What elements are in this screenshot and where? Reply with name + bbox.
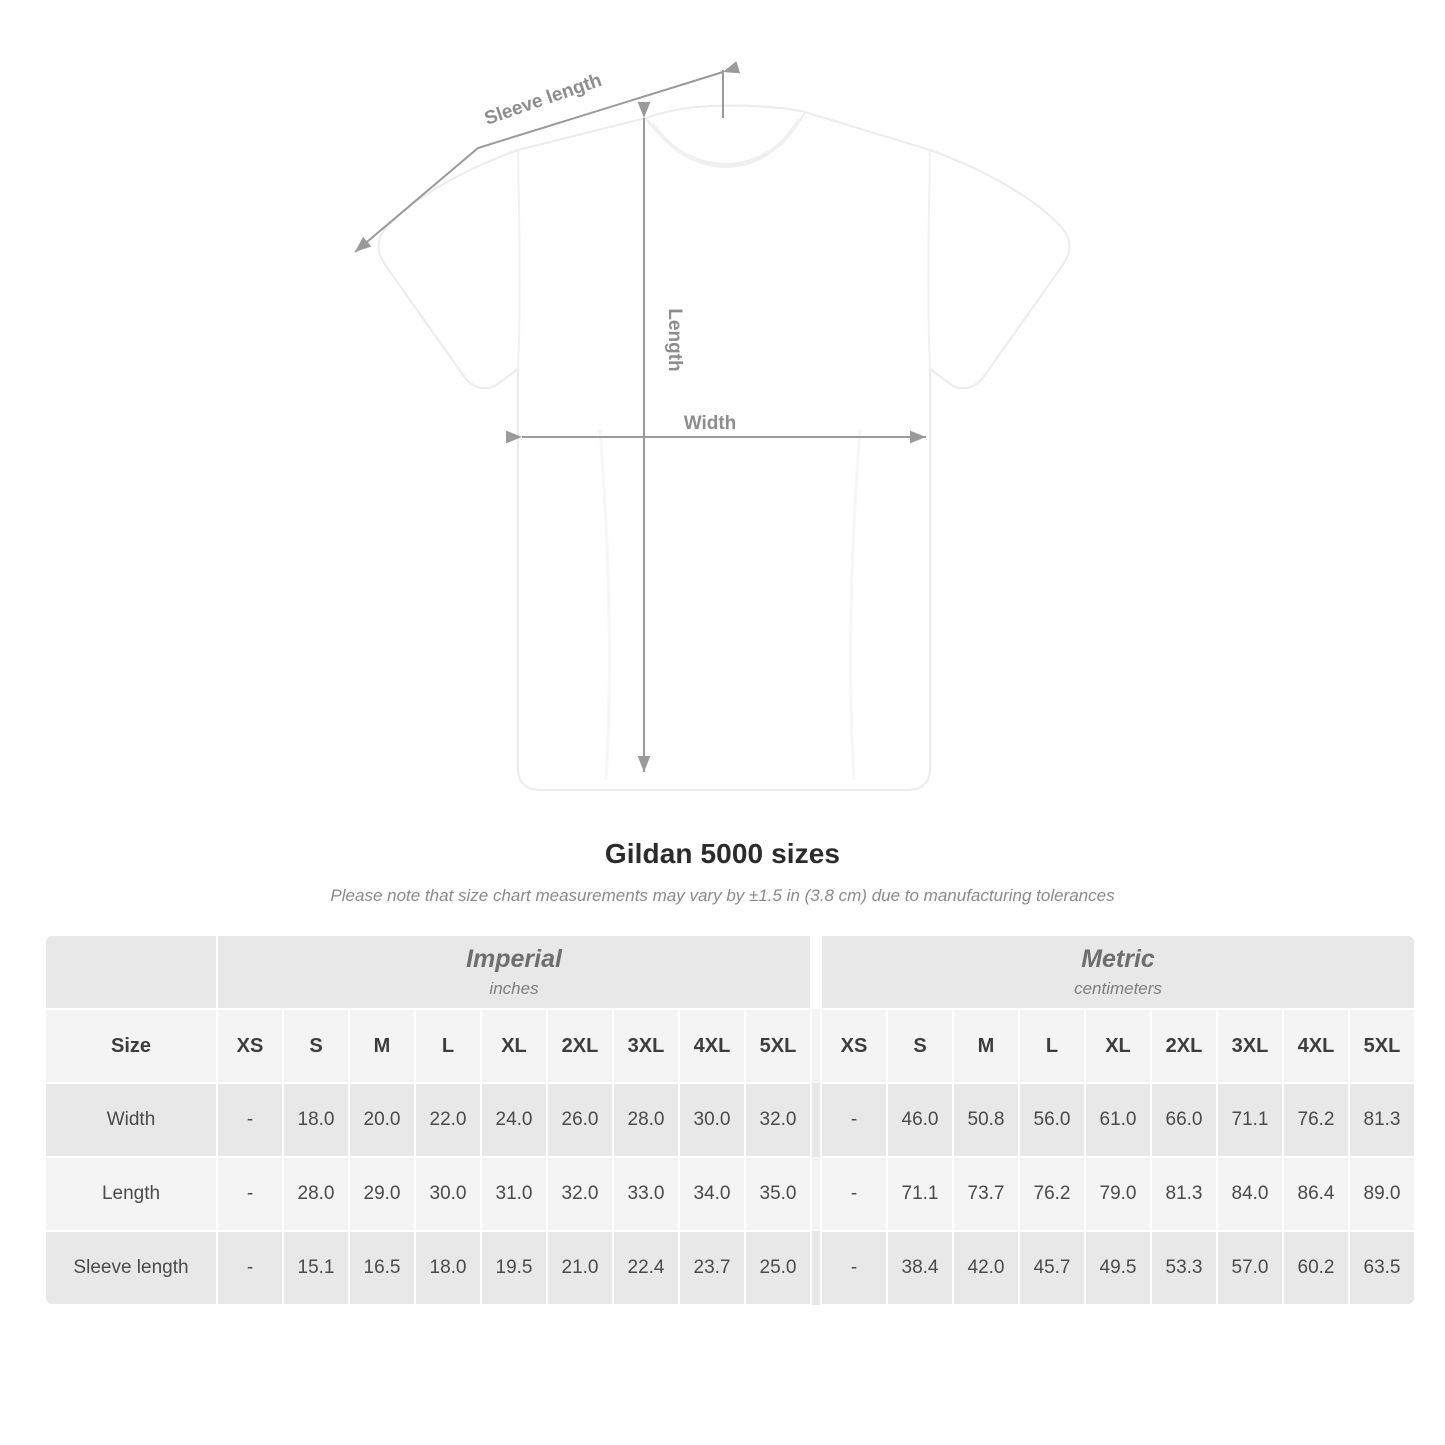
cell-length-metric-xs: - — [821, 1157, 887, 1231]
cell-sleeve-metric-xs: - — [821, 1231, 887, 1305]
cell-width-imperial-5xl: 32.0 — [745, 1083, 811, 1157]
header-size-metric-5xl: 5XL — [1349, 1009, 1415, 1083]
cell-width-metric-2xl: 66.0 — [1151, 1083, 1217, 1157]
unit-name-metric: Metric — [1081, 944, 1155, 973]
tolerance-note: Please note that size chart measurements may vary by ±1.5 in (3.8 cm) due to manufacturing tolerances — [330, 886, 1115, 905]
header-size-imperial-5xl: 5XL — [745, 1009, 811, 1083]
unit-sub-metric: centimeters — [1074, 979, 1162, 999]
header-size-metric-l: L — [1019, 1009, 1085, 1083]
cell-width-metric-xl: 61.0 — [1085, 1083, 1151, 1157]
cell-width-metric-5xl: 81.3 — [1349, 1083, 1415, 1157]
cell-sleeve-metric-xl: 49.5 — [1085, 1231, 1151, 1305]
cell-sleeve-metric-2xl: 53.3 — [1151, 1231, 1217, 1305]
header-size-metric-m: M — [953, 1009, 1019, 1083]
cell-width-imperial-m: 20.0 — [349, 1083, 415, 1157]
title-block — [0, 838, 1445, 906]
cell-width-imperial-l: 22.0 — [415, 1083, 481, 1157]
length-label: Length — [664, 308, 685, 372]
header-size-imperial-s: S — [283, 1009, 349, 1083]
cell-length-imperial-4xl: 34.0 — [679, 1157, 745, 1231]
row-label-length: Length — [45, 1157, 217, 1231]
header-size-metric-2xl: 2XL — [1151, 1009, 1217, 1083]
header-size-metric-xl: XL — [1085, 1009, 1151, 1083]
cell-sleeve-imperial-m: 16.5 — [349, 1231, 415, 1305]
cell-length-imperial-3xl: 33.0 — [613, 1157, 679, 1231]
header-size-metric-xs: XS — [821, 1009, 887, 1083]
cell-length-metric-l: 76.2 — [1019, 1157, 1085, 1231]
cell-length-imperial-2xl: 32.0 — [547, 1157, 613, 1231]
cell-width-metric-3xl: 71.1 — [1217, 1083, 1283, 1157]
cell-sleeve-metric-3xl: 57.0 — [1217, 1231, 1283, 1305]
cell-sleeve-imperial-3xl: 22.4 — [613, 1231, 679, 1305]
table-row-sleeve-length — [45, 1231, 1415, 1305]
cell-width-imperial-3xl: 28.0 — [613, 1083, 679, 1157]
cell-length-metric-4xl: 86.4 — [1283, 1157, 1349, 1231]
unit-name-imperial: Imperial — [466, 944, 562, 973]
cell-sleeve-imperial-5xl: 25.0 — [745, 1231, 811, 1305]
unit-header-metric — [821, 935, 1415, 1009]
cell-sleeve-imperial-s: 15.1 — [283, 1231, 349, 1305]
cell-sleeve-imperial-xs: - — [217, 1231, 283, 1305]
unit-header-row — [45, 935, 1415, 1009]
row-label-sleeve-length: Sleeve length — [45, 1231, 217, 1305]
size-table — [44, 934, 1416, 1306]
cell-sleeve-imperial-xl: 19.5 — [481, 1231, 547, 1305]
header-size-imperial-3xl: 3XL — [613, 1009, 679, 1083]
cell-length-metric-s: 71.1 — [887, 1157, 953, 1231]
header-size-imperial-m: M — [349, 1009, 415, 1083]
unit-sub-imperial: inches — [489, 979, 539, 999]
cell-width-metric-xs: - — [821, 1083, 887, 1157]
table-row-length — [45, 1157, 1415, 1231]
cell-sleeve-imperial-4xl: 23.7 — [679, 1231, 745, 1305]
width-label: Width — [683, 413, 737, 434]
sleeve-length-label: Sleeve length — [481, 69, 605, 130]
cell-length-imperial-xl: 31.0 — [481, 1157, 547, 1231]
cell-length-metric-xl: 79.0 — [1085, 1157, 1151, 1231]
header-size-imperial-xl: XL — [481, 1009, 547, 1083]
cell-length-metric-3xl: 84.0 — [1217, 1157, 1283, 1231]
cell-width-imperial-4xl: 30.0 — [679, 1083, 745, 1157]
header-size-imperial-xs: XS — [217, 1009, 283, 1083]
cell-length-imperial-xs: - — [217, 1157, 283, 1231]
cell-width-imperial-xs: - — [217, 1083, 283, 1157]
cell-sleeve-imperial-l: 18.0 — [415, 1231, 481, 1305]
header-size-metric-s: S — [887, 1009, 953, 1083]
cell-length-imperial-m: 29.0 — [349, 1157, 415, 1231]
page-title: Gildan 5000 sizes — [604, 838, 841, 869]
row-spacer-sleeve — [811, 1231, 821, 1305]
cell-length-metric-m: 73.7 — [953, 1157, 1019, 1231]
cell-width-imperial-2xl: 26.0 — [547, 1083, 613, 1157]
cell-width-metric-s: 46.0 — [887, 1083, 953, 1157]
row-spacer-length — [811, 1157, 821, 1231]
cell-length-metric-2xl: 81.3 — [1151, 1157, 1217, 1231]
header-size-imperial-l: L — [415, 1009, 481, 1083]
size-table-wrap — [44, 934, 1401, 1306]
cell-sleeve-metric-5xl: 63.5 — [1349, 1231, 1415, 1305]
header-size-metric-3xl: 3XL — [1217, 1009, 1283, 1083]
header-spacer — [811, 1009, 821, 1083]
tshirt-shape — [379, 106, 1070, 790]
row-spacer-width — [811, 1083, 821, 1157]
size-header-row — [45, 1009, 1415, 1083]
cell-sleeve-metric-s: 38.4 — [887, 1231, 953, 1305]
unit-header-spacer — [811, 935, 821, 1009]
cell-width-metric-4xl: 76.2 — [1283, 1083, 1349, 1157]
row-label-width: Width — [45, 1083, 217, 1157]
cell-sleeve-imperial-2xl: 21.0 — [547, 1231, 613, 1305]
cell-length-imperial-l: 30.0 — [415, 1157, 481, 1231]
cell-width-metric-l: 56.0 — [1019, 1083, 1085, 1157]
cell-sleeve-metric-m: 42.0 — [953, 1231, 1019, 1305]
header-size-imperial-2xl: 2XL — [547, 1009, 613, 1083]
cell-length-imperial-s: 28.0 — [283, 1157, 349, 1231]
cell-width-imperial-s: 18.0 — [283, 1083, 349, 1157]
cell-sleeve-metric-4xl: 60.2 — [1283, 1231, 1349, 1305]
unit-header-blank — [45, 935, 217, 1009]
cell-sleeve-metric-l: 45.7 — [1019, 1231, 1085, 1305]
cell-length-metric-5xl: 89.0 — [1349, 1157, 1415, 1231]
header-size-label: Size — [45, 1009, 217, 1083]
cell-width-metric-m: 50.8 — [953, 1083, 1019, 1157]
header-size-metric-4xl: 4XL — [1283, 1009, 1349, 1083]
table-row-width — [45, 1083, 1415, 1157]
header-size-imperial-4xl: 4XL — [679, 1009, 745, 1083]
cell-width-imperial-xl: 24.0 — [481, 1083, 547, 1157]
unit-header-imperial — [217, 935, 811, 1009]
cell-length-imperial-5xl: 35.0 — [745, 1157, 811, 1231]
